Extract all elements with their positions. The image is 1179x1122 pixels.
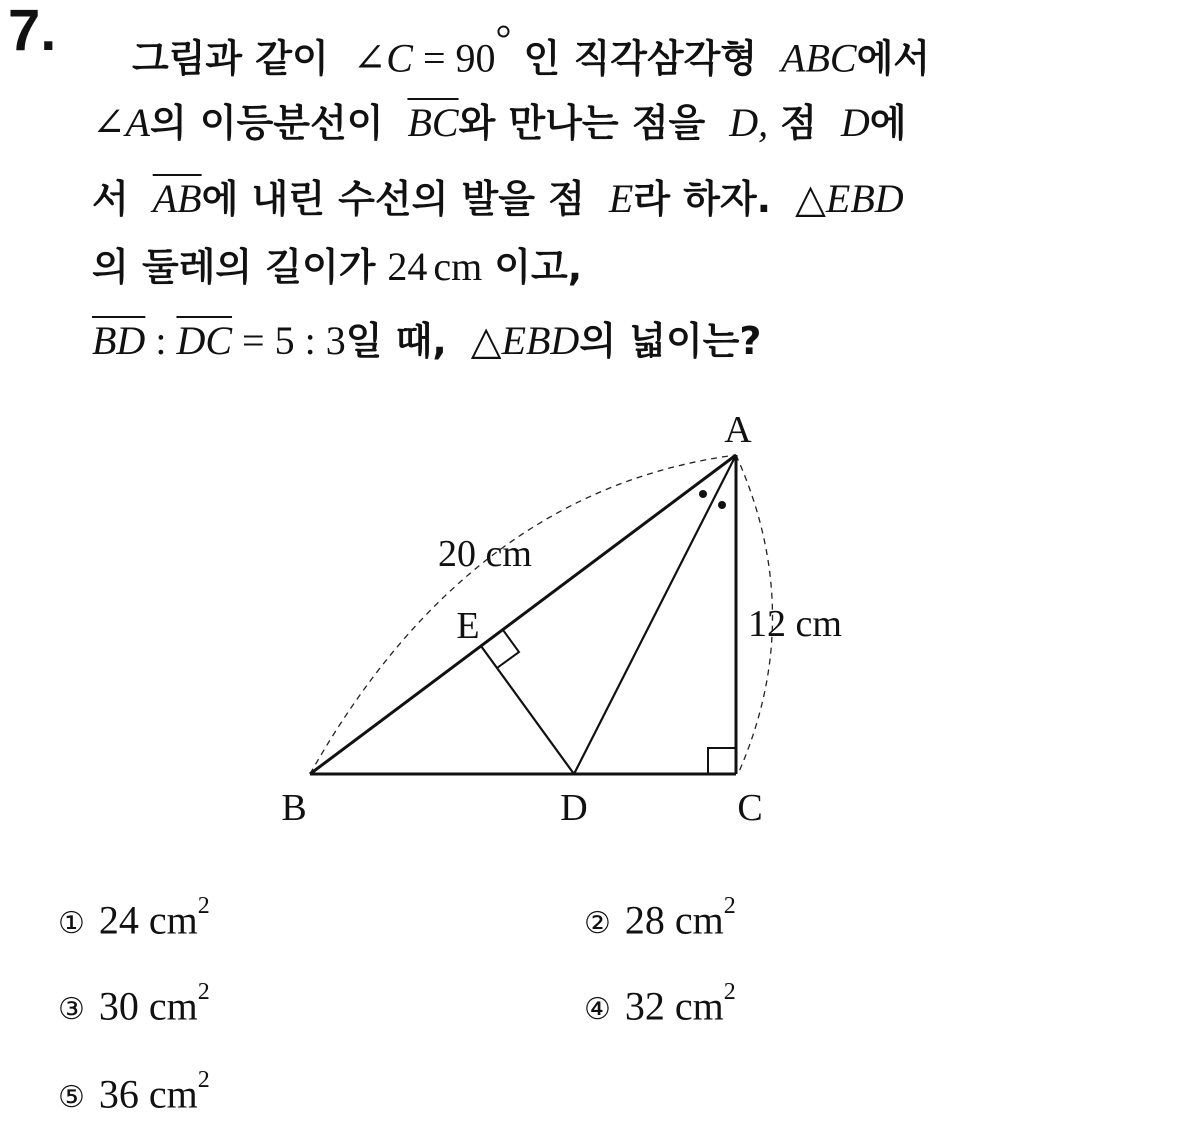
segment-ad-line — [574, 455, 736, 774]
choice-2[interactable] — [584, 888, 736, 948]
choice-3-mark: ③ — [58, 992, 85, 1028]
q2-text-c: 점 — [780, 101, 817, 145]
length-ab-label: 20 cm — [438, 533, 532, 575]
q1-text-a: 그림과 같이 — [132, 36, 329, 81]
triangle-symbol: △ — [795, 176, 826, 221]
perimeter-unit: cm — [433, 244, 483, 289]
choice-1-mark: ① — [58, 906, 85, 942]
perimeter-value: 24 — [387, 244, 428, 289]
choice-4[interactable] — [584, 974, 736, 1034]
label-b: B — [281, 787, 307, 829]
var-c: C — [386, 35, 413, 81]
segment-dc: $\overline{DC}$ — [176, 318, 233, 363]
segment-ed-line — [481, 646, 574, 774]
choice-5-mark: ⑤ — [58, 1080, 85, 1116]
angle-symbol: ∠ — [352, 35, 387, 81]
choice-2-exp: 2 — [723, 893, 736, 919]
q3-text-c: 라 하자. — [633, 177, 772, 221]
label-a: A — [724, 409, 752, 451]
q2-text-a: 의 이등분선이 — [149, 101, 384, 145]
choice-1-exp: 2 — [197, 893, 210, 919]
choice-5[interactable] — [58, 1062, 210, 1122]
choice-1-value: 24 — [98, 897, 139, 943]
degree-symbol: ° — [495, 16, 512, 61]
segment-bd: $\overline{BD}$ — [92, 318, 146, 363]
segment-ab: $\overline{AB}$ — [152, 176, 202, 221]
q3-text-b: 에 내린 수선의 발을 점 — [201, 177, 585, 221]
var-e: E — [608, 176, 634, 221]
q5-text-b: 의 넓이는? — [579, 319, 762, 363]
q5-text-a: 일 때, — [345, 319, 447, 363]
choice-4-exp: 2 — [723, 979, 736, 1005]
ratio-colon: : — [145, 318, 177, 363]
q4-text-b: 이고, — [494, 245, 583, 289]
right-angle-mark-e — [497, 630, 519, 668]
q2-text-b: 와 만나는 점을 — [458, 101, 706, 145]
length-ac-label: 12 cm — [748, 603, 842, 645]
choice-5-value: 36 — [98, 1071, 139, 1117]
choice-1-unit: cm — [148, 897, 198, 943]
q1-text-b: 인 직각삼각형 — [523, 36, 758, 81]
choice-3-value: 30 — [98, 983, 139, 1029]
segment-bc: $\overline{BC}$ — [407, 100, 459, 145]
choice-4-value: 32 — [624, 983, 665, 1029]
choice-1[interactable] — [58, 888, 210, 948]
var-d-2: D — [840, 100, 870, 145]
choice-5-exp: 2 — [197, 1067, 210, 1093]
q2-text-d: 에 — [869, 101, 907, 145]
ratio-value: = 5 : 3 — [232, 318, 346, 363]
choice-4-unit: cm — [674, 983, 724, 1029]
choice-5-unit: cm — [148, 1071, 198, 1117]
var-a: A — [125, 100, 150, 145]
label-c: C — [737, 787, 763, 829]
choice-3-exp: 2 — [197, 979, 210, 1005]
question-number: 7. — [8, 0, 57, 63]
var-abc: ABC — [781, 35, 857, 81]
q1-text-c: 에서 — [856, 36, 930, 81]
choice-2-value: 28 — [624, 897, 665, 943]
right-angle-mark-c — [708, 748, 736, 774]
q1-eq: = 90 — [412, 35, 496, 81]
q3-text-a: 서 — [92, 177, 129, 221]
q4-text-a: 의 둘레의 길이가 — [92, 245, 376, 289]
label-e: E — [456, 605, 480, 647]
label-d: D — [560, 787, 588, 829]
choice-3-unit: cm — [148, 983, 198, 1029]
side-ab — [310, 455, 736, 774]
var-ebd: EBD — [825, 176, 904, 221]
var-d: D, — [729, 100, 769, 145]
choice-2-unit: cm — [674, 897, 724, 943]
triangle-symbol-2: △ — [470, 318, 502, 363]
choice-3[interactable] — [58, 974, 210, 1034]
choice-4-mark: ④ — [584, 992, 611, 1028]
angle-symbol-2: ∠ — [92, 100, 126, 145]
angle-dot-1 — [699, 490, 707, 498]
var-ebd-2: EBD — [501, 318, 580, 363]
choice-2-mark: ② — [584, 906, 611, 942]
angle-dot-2 — [718, 501, 726, 509]
